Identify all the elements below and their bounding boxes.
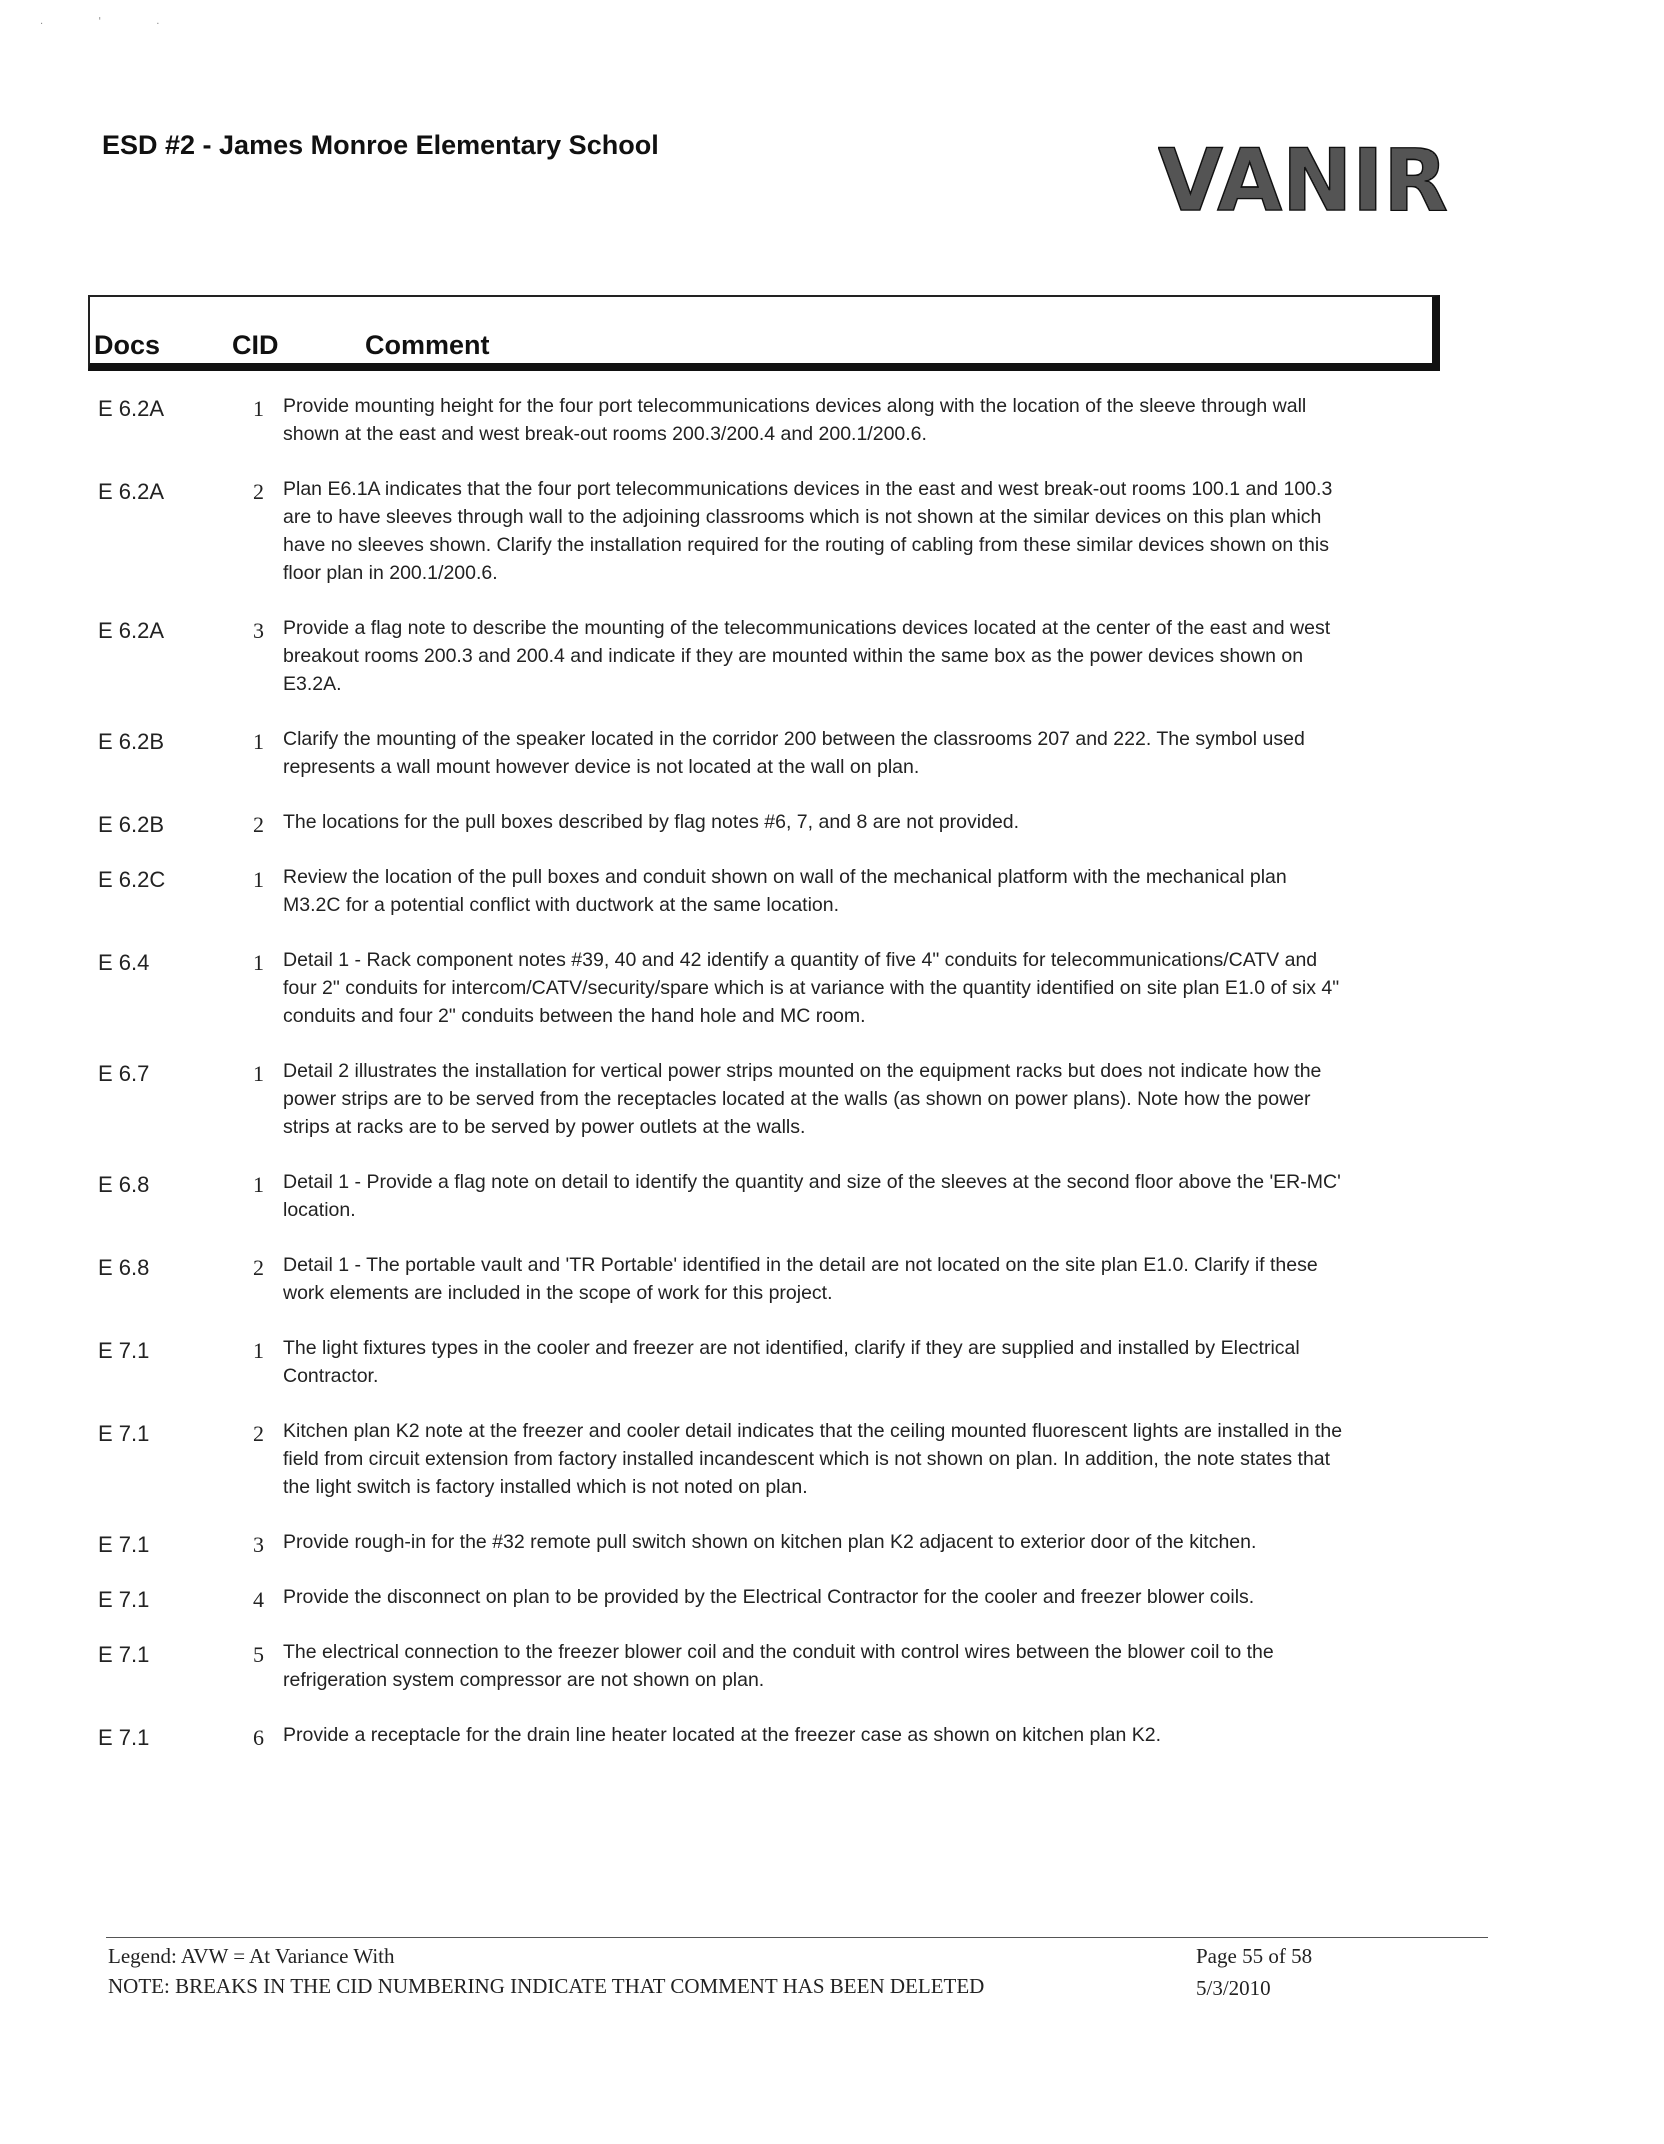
table-row [0,725,1664,781]
doc-cell: E 6.8 [98,1172,150,1197]
doc-cell: E 7.1 [98,1725,150,1750]
table-header-box [88,295,1440,371]
cid-cell: 1 [253,867,264,892]
comment-cell: Detail 1 - Rack component notes #39, 40 and 42 identify a quantity of five 4" conduits for telecommunications/CATV and four 2" conduits for intercom/CATV/security/spare which is at variance with the quantity identified on site plan E1.0 of six 4" conduits and four 2" conduits between the hand hole and MC room. [283,949,1340,1027]
table-row [0,1417,1664,1501]
doc-cell: E 6.2A [98,396,165,421]
table-row [0,1057,1664,1141]
table-row [0,475,1664,587]
column-header-cid: CID [232,330,279,360]
cid-cell: 6 [253,1725,264,1750]
footer-legend: Legend: AVW = At Variance With [108,1944,395,1968]
comment-cell: Provide a flag note to describe the mounting of the telecommunications devices located at the center of the east and west breakout rooms 200.3 and 200.4 and indicate if they are mounted within the same box as the power devices shown on E3.2A. [283,617,1331,695]
doc-cell: E 6.2C [98,867,166,892]
table-row [0,392,1664,448]
comment-cell: Clarify the mounting of the speaker located in the corridor 200 between the classrooms 207 and 222. The symbol used represents a wall mount however device is not located at the wall on plan. [283,728,1305,778]
cid-cell: 2 [253,1255,264,1280]
comment-cell: Detail 2 illustrates the installation for vertical power strips mounted on the equipment racks but does not indicate how the power strips are to be served from the receptacles located at the walls (as shown on power plans). Note how the power strips at racks are to be served by power outlets at the walls. [283,1060,1322,1138]
doc-cell: E 6.7 [98,1061,150,1086]
cid-cell: 1 [253,729,264,754]
comment-cell: The electrical connection to the freezer blower coil and the conduit with control wires between the blower coil to the refrigeration system compressor are not shown on plan. [283,1641,1274,1691]
table-row [0,1168,1664,1224]
comment-cell: Detail 1 - The portable vault and 'TR Portable' identified in the detail are not located on the site plan E1.0. Clarify if these work elements are included in the scope of work for this project. [283,1254,1318,1304]
cid-cell: 3 [253,618,264,643]
table-row [0,946,1664,1030]
page-title: ESD #2 - James Monroe Elementary School [102,130,659,160]
doc-cell: E 6.8 [98,1255,150,1280]
table-row [0,1721,1664,1749]
column-header-comment: Comment [365,330,490,360]
comment-cell: The locations for the pull boxes described by flag notes #6, 7, and 8 are not provided. [283,811,1020,833]
table-row [0,1528,1664,1556]
comment-table-body [0,392,1664,1776]
column-header-docs: Docs [94,330,161,360]
cid-cell: 1 [253,396,264,421]
scan-artifact-marks: . ' . [40,16,186,27]
doc-cell: E 7.1 [98,1532,150,1557]
comment-cell: Provide rough-in for the #32 remote pull switch shown on kitchen plan K2 adjacent to exterior door of the kitchen. [283,1531,1257,1553]
cid-cell: 1 [253,1172,264,1197]
table-row [0,1638,1664,1694]
comment-cell: Provide the disconnect on plan to be provided by the Electrical Contractor for the cooler and freezer blower coils. [283,1586,1255,1608]
table-row [0,614,1664,698]
comment-cell: The light fixtures types in the cooler and freezer are not identified, clarify if they are supplied and installed by Electrical Contractor. [283,1337,1300,1387]
footer-divider [106,1937,1488,1938]
page-number: Page 55 of 58 [1196,1944,1313,1968]
comment-cell: Kitchen plan K2 note at the freezer and cooler detail indicates that the ceiling mounted fluorescent lights are installed in the field from circuit extension from factory installed incandescent which is not shown on plan. In addition, the note states that the light switch is factory installed which is not noted on plan. [283,1420,1343,1498]
doc-cell: E 7.1 [98,1587,150,1612]
doc-cell: E 6.2B [98,812,165,837]
comment-cell: Plan E6.1A indicates that the four port telecommunications devices in the east and west break-out rooms 100.1 and 100.3 are to have sleeves through wall to the adjoining classrooms which is not shown at the similar devices on this plan which have no sleeves shown. Clarify the installation required for the routing of cabling from these similar devices shown on this floor plan in 200.1/200.6. [283,478,1333,584]
svg-text:VANIR: VANIR [1158,138,1448,218]
table-row [0,808,1664,836]
cid-cell: 1 [253,950,264,975]
table-row [0,1583,1664,1611]
cid-cell: 2 [253,479,264,504]
cid-cell: 2 [253,812,264,837]
comment-cell: Provide mounting height for the four port telecommunications devices along with the location of the sleeve through wall shown at the east and west break-out rooms 200.3/200.4 and 200.1/200.6. [283,395,1307,445]
table-row [0,1251,1664,1307]
doc-cell: E 7.1 [98,1338,150,1363]
comment-cell: Provide a receptacle for the drain line heater located at the freezer case as shown on kitchen plan K2. [283,1724,1162,1746]
cid-cell: 2 [253,1421,264,1446]
cid-cell: 1 [253,1061,264,1086]
doc-cell: E 6.2A [98,479,165,504]
comment-cell: Detail 1 - Provide a flag note on detail to identify the quantity and size of the sleeves at the second floor above the 'ER-MC' location. [283,1171,1341,1221]
cid-cell: 3 [253,1532,264,1557]
cid-cell: 1 [253,1338,264,1363]
doc-cell: E 6.4 [98,950,150,975]
doc-cell: E 6.2A [98,618,165,643]
footer-date: 5/3/2010 [1196,1976,1271,2000]
table-row [0,1334,1664,1390]
cid-cell: 5 [253,1642,264,1667]
doc-cell: E 7.1 [98,1421,150,1446]
table-row [0,863,1664,919]
comment-cell: Review the location of the pull boxes and conduit shown on wall of the mechanical platform with the mechanical plan M3.2C for a potential conflict with ductwork at the same location. [283,866,1287,916]
doc-cell: E 7.1 [98,1642,150,1667]
vanir-logo [1158,138,1448,218]
footer-note: NOTE: BREAKS IN THE CID NUMBERING INDICATE THAT COMMENT HAS BEEN DELETED [108,1974,985,1998]
cid-cell: 4 [253,1587,264,1612]
doc-cell: E 6.2B [98,729,165,754]
